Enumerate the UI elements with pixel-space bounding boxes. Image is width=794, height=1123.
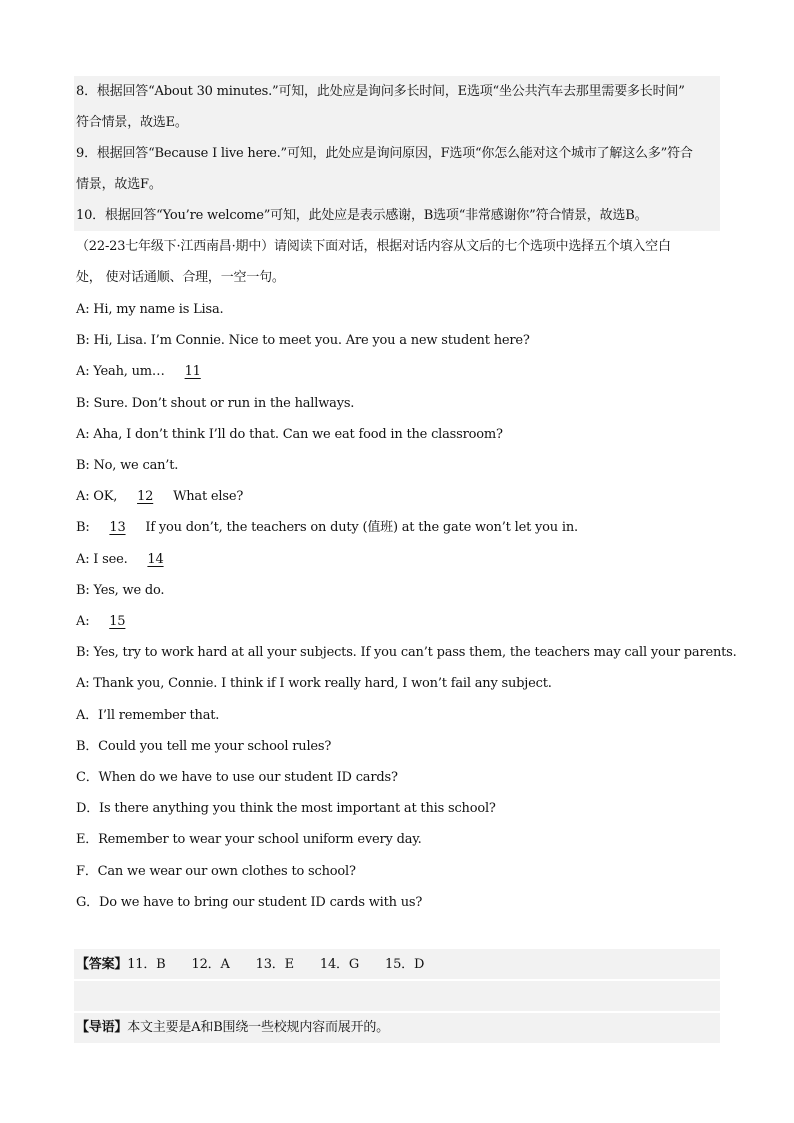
dialogue-text: What else?: [169, 489, 244, 505]
dialogue-line: [76, 362, 720, 382]
answer-blank: 14: [147, 551, 164, 567]
answer-blank: 12: [137, 489, 154, 505]
answer-item: 13．E: [255, 957, 294, 972]
dialogue-text: A: Yeah, um…: [76, 364, 169, 380]
dialogue-line: [76, 394, 720, 414]
answer-item: 12．A: [191, 957, 230, 972]
option-item: D．Is there anything you think the most important at this school?: [76, 801, 496, 817]
dialogue-line: [76, 643, 737, 663]
option-item: B．Could you tell me your school rules?: [76, 739, 332, 755]
option-item: G．Do we have to bring our student ID cards with us?: [76, 894, 423, 910]
dialogue-line: [76, 487, 720, 507]
dialogue-line: [76, 300, 720, 320]
answer-blank: 13: [109, 520, 126, 536]
question-intro: 处， 使对话通顺、合理，一空一句。: [76, 270, 285, 285]
option-item: A．I’ll remember that.: [76, 708, 220, 723]
answer-item: 15．D: [385, 957, 425, 972]
explanation-line: 符合情景，故选E。: [76, 115, 188, 130]
answer-item: 11．B: [127, 957, 166, 972]
answer-blank: 11: [184, 364, 201, 380]
option-item: E．Remember to wear your school uniform every day.: [76, 832, 422, 848]
dialogue-line: [76, 331, 720, 351]
dialogue-text: A:: [76, 614, 94, 629]
question-intro: （22-23七年级下·江西南昌·期中）请阅读下面对话，根据对话内容从文后的七个选项中选择五个填入空白: [76, 239, 671, 254]
dialogue-line: [76, 581, 720, 601]
dialogue-line: [76, 518, 720, 538]
guide-text: 本文主要是A和B围绕一些校规内容而展开的。: [127, 1020, 389, 1035]
explanation-line: 10．根据回答“You’re welcome”可知，此处应是表示感谢，B选项“非常感谢你”符合情景，故选B。: [76, 208, 648, 223]
answer-label: 【答案】: [76, 957, 128, 972]
dialogue-text: B: Yes, we do.: [76, 582, 165, 598]
dialogue-text: If you don’t, the teachers on duty (值班) at the gate won’t let you in.: [141, 520, 578, 536]
dialogue-text: B:: [76, 520, 94, 536]
dialogue-line: [76, 425, 720, 445]
dialogue-line: [76, 456, 720, 476]
dialogue-text: A: Hi, my name is Lisa.: [76, 302, 224, 317]
guide-label: 【导语】: [76, 1020, 128, 1035]
answer-item: 14．G: [319, 957, 360, 972]
dialogue-text: A: I see.: [76, 551, 132, 567]
dialogue-text: B: Hi, Lisa. I’m Connie. Nice to meet you. Are you a new student here?: [76, 333, 530, 349]
dialogue-line: [76, 550, 720, 570]
dialogue-text: B: Sure. Don’t shout or run in the hallways.: [76, 395, 355, 411]
answer-line: [76, 955, 720, 975]
dialogue-text: B: Yes, try to work hard at all your subjects. If you can’t pass them, the teachers may call your parents.: [76, 645, 737, 661]
explanation-line: 情景，故选F。: [76, 177, 162, 192]
dialogue-text: A: Aha, I don’t think I’ll do that. Can we eat food in the classroom?: [76, 426, 503, 442]
explanation-line: 9．根据回答“Because I live here.”可知，此处应是询问原因，F选项“你怎么能对这个城市了解这么多”符合: [76, 146, 693, 161]
answer-blank: 15: [109, 614, 126, 629]
dialogue-text: A: Thank you, Connie. I think if I work really hard, I won’t fail any subject.: [76, 676, 552, 692]
guide-line: [76, 1018, 720, 1038]
answer-shade-2: [74, 981, 720, 1011]
option-item: C．When do we have to use our student ID cards?: [76, 770, 398, 786]
dialogue-text: B: No, we can’t.: [76, 458, 179, 473]
dialogue-line: [76, 612, 720, 632]
option-item: F．Can we wear our own clothes to school?: [76, 863, 356, 879]
explanation-line: 8．根据回答“About 30 minutes.”可知，此处应是询问多长时间，E选项“坐公共汽车去那里需要多长时间”: [76, 84, 685, 99]
dialogue-line: [76, 674, 720, 694]
dialogue-text: A: OK,: [76, 489, 122, 505]
answer-items: [127, 957, 424, 972]
